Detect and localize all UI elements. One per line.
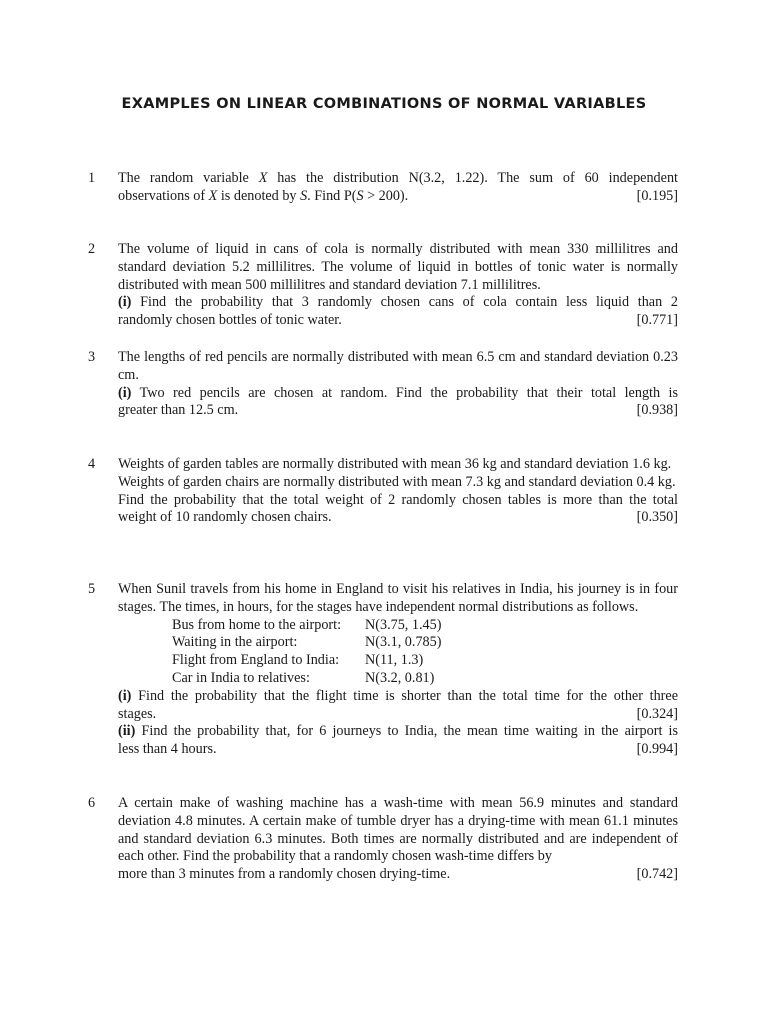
stage-distribution-table (172, 617, 441, 688)
question-text: Weights of garden chairs are normally distributed with mean 7.3 kg and standard deviation 0.4 kg. (118, 473, 676, 490)
question-number: 3 (88, 349, 96, 365)
question-number: 4 (88, 456, 96, 472)
question-last-line: greater than 12.5 cm. [0.938] (118, 402, 678, 419)
question-number: 2 (88, 241, 96, 257)
question-last-line: randomly chosen bottles of tonic water. [0.771] (118, 312, 678, 329)
question-5 (88, 581, 678, 759)
answer: [0.771] (636, 312, 678, 329)
question-last-line: more than 3 minutes from a randomly chosen drying-time. [0.742] (118, 866, 678, 883)
question-text: The random variable X has the distribution N(3.2, 1.22). The sum of 60 independent (118, 170, 678, 186)
question-part-i-last-line: stages. [0.324] (118, 705, 678, 722)
stage-row: Bus from home to the airport: N(3.75, 1.45) (172, 616, 442, 633)
answer: [0.994] (636, 741, 678, 758)
answer: [0.324] (636, 705, 678, 722)
question-1 (88, 170, 678, 206)
question-body (118, 795, 678, 884)
stage-row: Flight from England to India: N(11, 1.3) (172, 652, 424, 669)
question-text: Weights of garden tables are normally distributed with mean 36 kg and standard deviation 1.6 kg. (118, 456, 672, 472)
question-part-ii: (ii) Find the probability that, for 6 journeys to India, the mean time waiting in the airport is (118, 723, 678, 740)
question-part-i: (i) Two red pencils are chosen at random. Find the probability that their total length is (118, 384, 678, 401)
question-body (118, 170, 678, 206)
question-text: Find the probability that the total weight of 2 randomly chosen tables is more than the total (118, 491, 678, 508)
page-title: EXAMPLES ON LINEAR COMBINATIONS OF NORMAL VARIABLES (121, 96, 647, 112)
stage-row: Waiting in the airport: N(3.1, 0.785) (172, 634, 442, 651)
question-body (118, 581, 678, 759)
question-number: 6 (88, 795, 96, 811)
question-last-line: weight of 10 randomly chosen chairs. [0.350] (118, 509, 678, 526)
question-2 (88, 241, 678, 330)
answer: [0.742] (636, 866, 678, 883)
question-3 (88, 349, 678, 420)
answer: [0.195] (636, 187, 678, 204)
question-number: 5 (88, 581, 96, 597)
question-body (118, 349, 678, 420)
stage-row: Car in India to relatives: N(3.2, 0.81) (172, 669, 435, 686)
question-part-i: (i) Find the probability that the flight time is shorter than the total time for the other three (118, 687, 678, 704)
question-part-ii-last-line: less than 4 hours. [0.994] (118, 741, 678, 758)
question-last-line: observations of X is denoted by S. Find P(S > 200). [0.195] (118, 187, 678, 204)
question-6 (88, 795, 678, 884)
question-text: The volume of liquid in cans of cola is normally distributed with mean 330 millilitres and standard deviation 5.2 millilitres. The volume of liquid in bottles of tonic water is normally distributed with mean 500 millilitres and standard deviation 7.1 millilitres. (118, 241, 678, 293)
question-text: The lengths of red pencils are normally distributed with mean 6.5 cm and standard deviation 0.23 cm. (118, 349, 678, 383)
answer: [0.350] (636, 509, 678, 526)
question-text: When Sunil travels from his home in England to visit his relatives in India, his journey is in four stages. The times, in hours, for the stages have independent normal distributions as follows. (118, 581, 678, 615)
question-number: 1 (88, 170, 96, 186)
question-body (118, 241, 678, 330)
answer: [0.938] (636, 402, 678, 419)
question-body (118, 456, 678, 527)
question-4 (88, 456, 678, 527)
question-part-i: (i) Find the probability that 3 randomly chosen cans of cola contain less liquid than 2 (118, 294, 678, 311)
question-text: A certain make of washing machine has a wash-time with mean 56.9 minutes and standard deviation 4.8 minutes. A certain make of tumble dryer has a drying-time with mean 61.1 minutes and standard deviation 6.3 minutes. Both times are normally distributed and are independent of each other. Find the probability that a randomly chosen wash-time differs by (118, 795, 678, 865)
